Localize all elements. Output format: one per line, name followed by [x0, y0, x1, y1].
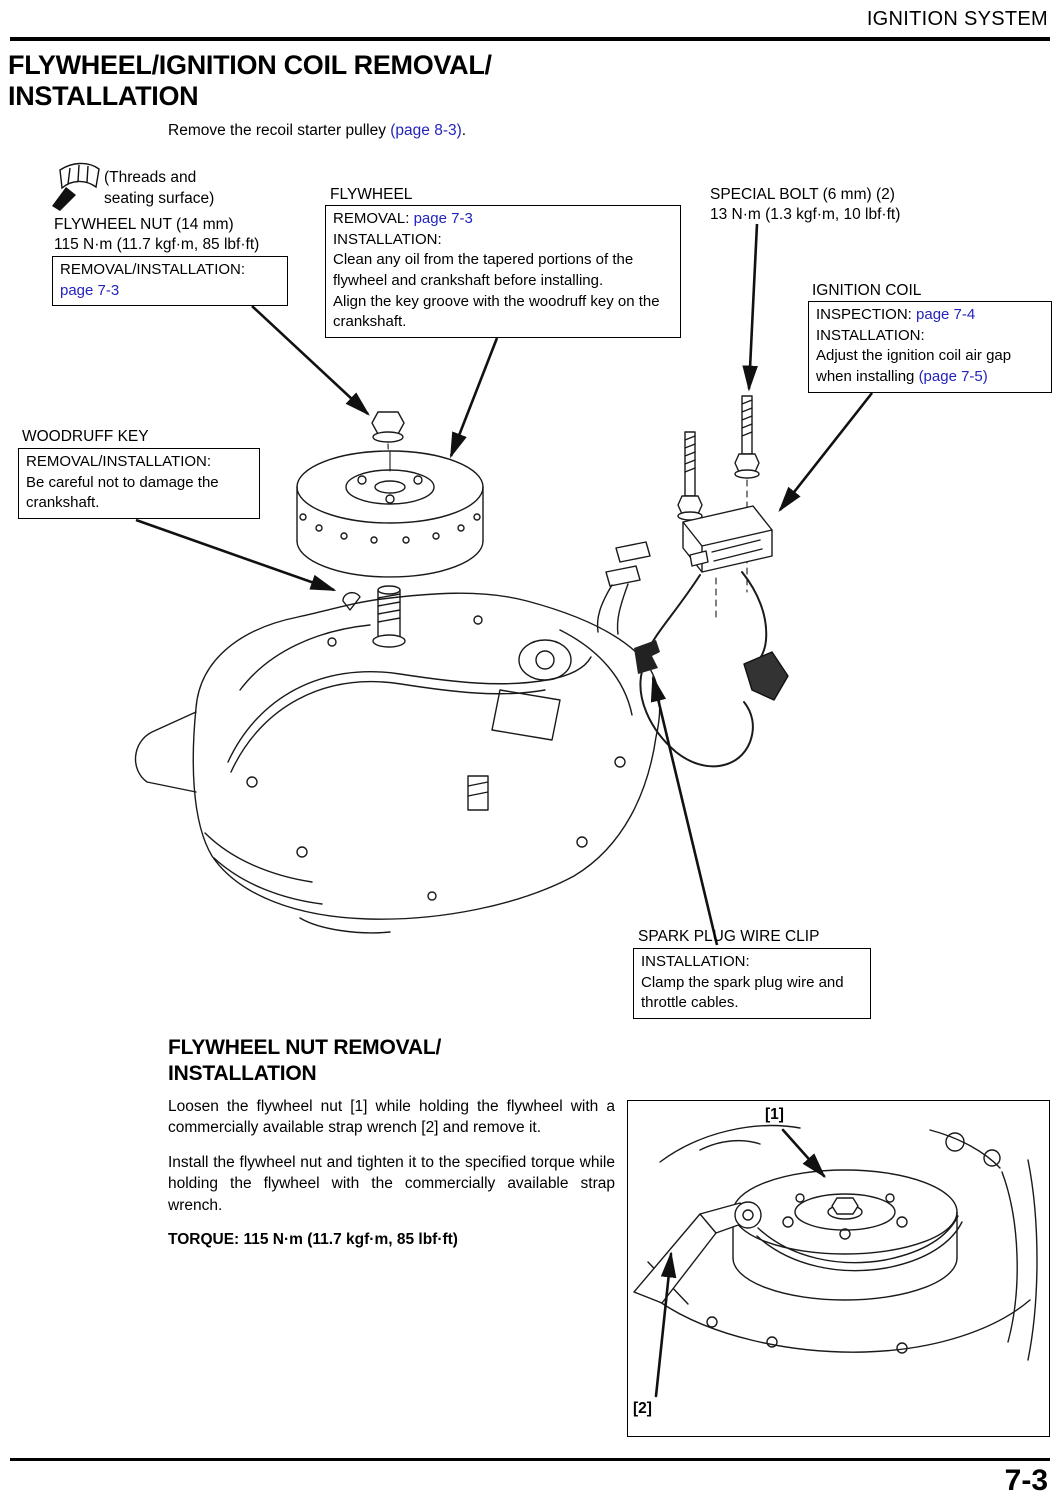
ignition-coil-inspection-line	[816, 305, 1044, 326]
ignition-coil-note-line	[816, 346, 1044, 387]
page-title-line1: FLYWHEEL/IGNITION COIL REMOVAL/	[8, 50, 492, 80]
flywheel-note2: Align the key groove with the woodruff key on the crankshaft.	[333, 292, 660, 331]
ignition-coil-drawing	[683, 506, 772, 618]
footer-rule	[10, 1458, 1050, 1461]
spark-clip-note: Clamp the spark plug wire and throttle cables.	[641, 973, 844, 1012]
flywheel-callout-box	[325, 205, 681, 338]
page-number: 7-3	[1004, 1464, 1048, 1497]
flywheel-nut-drawing	[372, 412, 404, 472]
flywheel-nut-callout-box	[52, 256, 288, 306]
ignition-coil-label: IGNITION COIL	[812, 282, 922, 299]
special-bolt-torque: 13 N·m (1.3 kgf·m, 10 lbf·ft)	[710, 206, 901, 223]
flywheel-removal-page-link[interactable]: page 7-3	[413, 210, 473, 227]
intro-page-link[interactable]: (page 8-3)	[390, 122, 462, 139]
oil-threads-icon	[52, 163, 99, 211]
ignition-coil-inspection-label: INSPECTION:	[816, 306, 917, 323]
section-body	[168, 1096, 615, 1263]
woodruff-key-note: Be careful not to damage the crankshaft.	[26, 473, 219, 512]
section-para1: Loosen the flywheel nut [1] while holding the flywheel with a commercially available strap wrench [2] and remove it.	[168, 1098, 615, 1137]
threads-note-line1: (Threads and	[104, 169, 197, 186]
ignition-coil-note: Adjust the ignition coil air gap when installing	[816, 347, 1012, 386]
special-bolt-label: SPECIAL BOLT (6 mm) (2)	[710, 186, 895, 203]
figure-ref-2: [2]	[633, 1400, 652, 1417]
special-bolts-drawing	[678, 396, 759, 592]
spark-clip-box-title: INSTALLATION:	[641, 953, 750, 970]
woodruff-key-box-title: REMOVAL/INSTALLATION:	[26, 453, 212, 470]
flywheel-drawing	[297, 451, 483, 577]
wire-connectors-drawing	[598, 542, 650, 634]
section-para2: Install the flywheel nut and tighten it to the specified torque while holding the flywheel with the commercially available strap wrench.	[168, 1153, 615, 1214]
woodruff-key-drawing	[343, 593, 360, 610]
ignition-coil-note-page-link[interactable]: (page 7-5)	[918, 368, 988, 386]
flywheel-nut-box-title: REMOVAL/INSTALLATION:	[60, 261, 246, 278]
flywheel-removal-line	[333, 209, 673, 230]
intro-text: Remove the recoil starter pulley	[168, 122, 391, 139]
section-heading-line2: INSTALLATION	[168, 1062, 317, 1085]
spark-plug-wire-clip-drawing	[634, 640, 660, 674]
threads-note-line2: seating surface)	[104, 190, 215, 207]
spark-plug-wire-clip-label: SPARK PLUG WIRE CLIP	[638, 928, 820, 945]
section-heading-line1: FLYWHEEL NUT REMOVAL/	[168, 1036, 442, 1059]
woodruff-key-label: WOODRUFF KEY	[22, 428, 149, 445]
woodruff-key-callout-box	[18, 448, 260, 519]
flywheel-note1: Clean any oil from the tapered portions of the flywheel and crankshaft before installing.	[333, 251, 634, 290]
intro-suffix: .	[461, 122, 467, 139]
page-title-line2: INSTALLATION	[8, 81, 199, 111]
flywheel-label: FLYWHEEL	[330, 186, 413, 203]
flywheel-nut-torque: 115 N·m (11.7 kgf·m, 85 lbf·ft)	[54, 236, 260, 253]
chapter-header: IGNITION SYSTEM	[866, 8, 1048, 30]
header-rule	[10, 37, 1050, 41]
strap-wrench-figure-frame	[627, 1100, 1050, 1437]
flywheel-nut-label: FLYWHEEL NUT (14 mm)	[54, 216, 234, 233]
spark-plug-wire-clip-callout-box	[633, 948, 871, 1019]
flywheel-installation-label: INSTALLATION:	[333, 230, 442, 248]
ignition-coil-inspection-page-link[interactable]: page 7-4	[916, 306, 976, 323]
ignition-coil-installation-label: INSTALLATION:	[816, 326, 925, 344]
crankshaft-drawing	[373, 586, 405, 647]
flywheel-nut-page-link[interactable]: page 7-3	[60, 281, 120, 299]
spark-plug-wire-drawing	[634, 572, 788, 766]
engine-block-drawing	[136, 593, 660, 933]
flywheel-removal-label: REMOVAL:	[333, 210, 414, 227]
intro-sentence	[168, 120, 466, 141]
figure-ref-1: [1]	[765, 1106, 784, 1123]
ignition-coil-callout-box	[808, 301, 1052, 393]
section-torque: TORQUE: 115 N·m (11.7 kgf·m, 85 lbf·ft)	[168, 1230, 458, 1248]
